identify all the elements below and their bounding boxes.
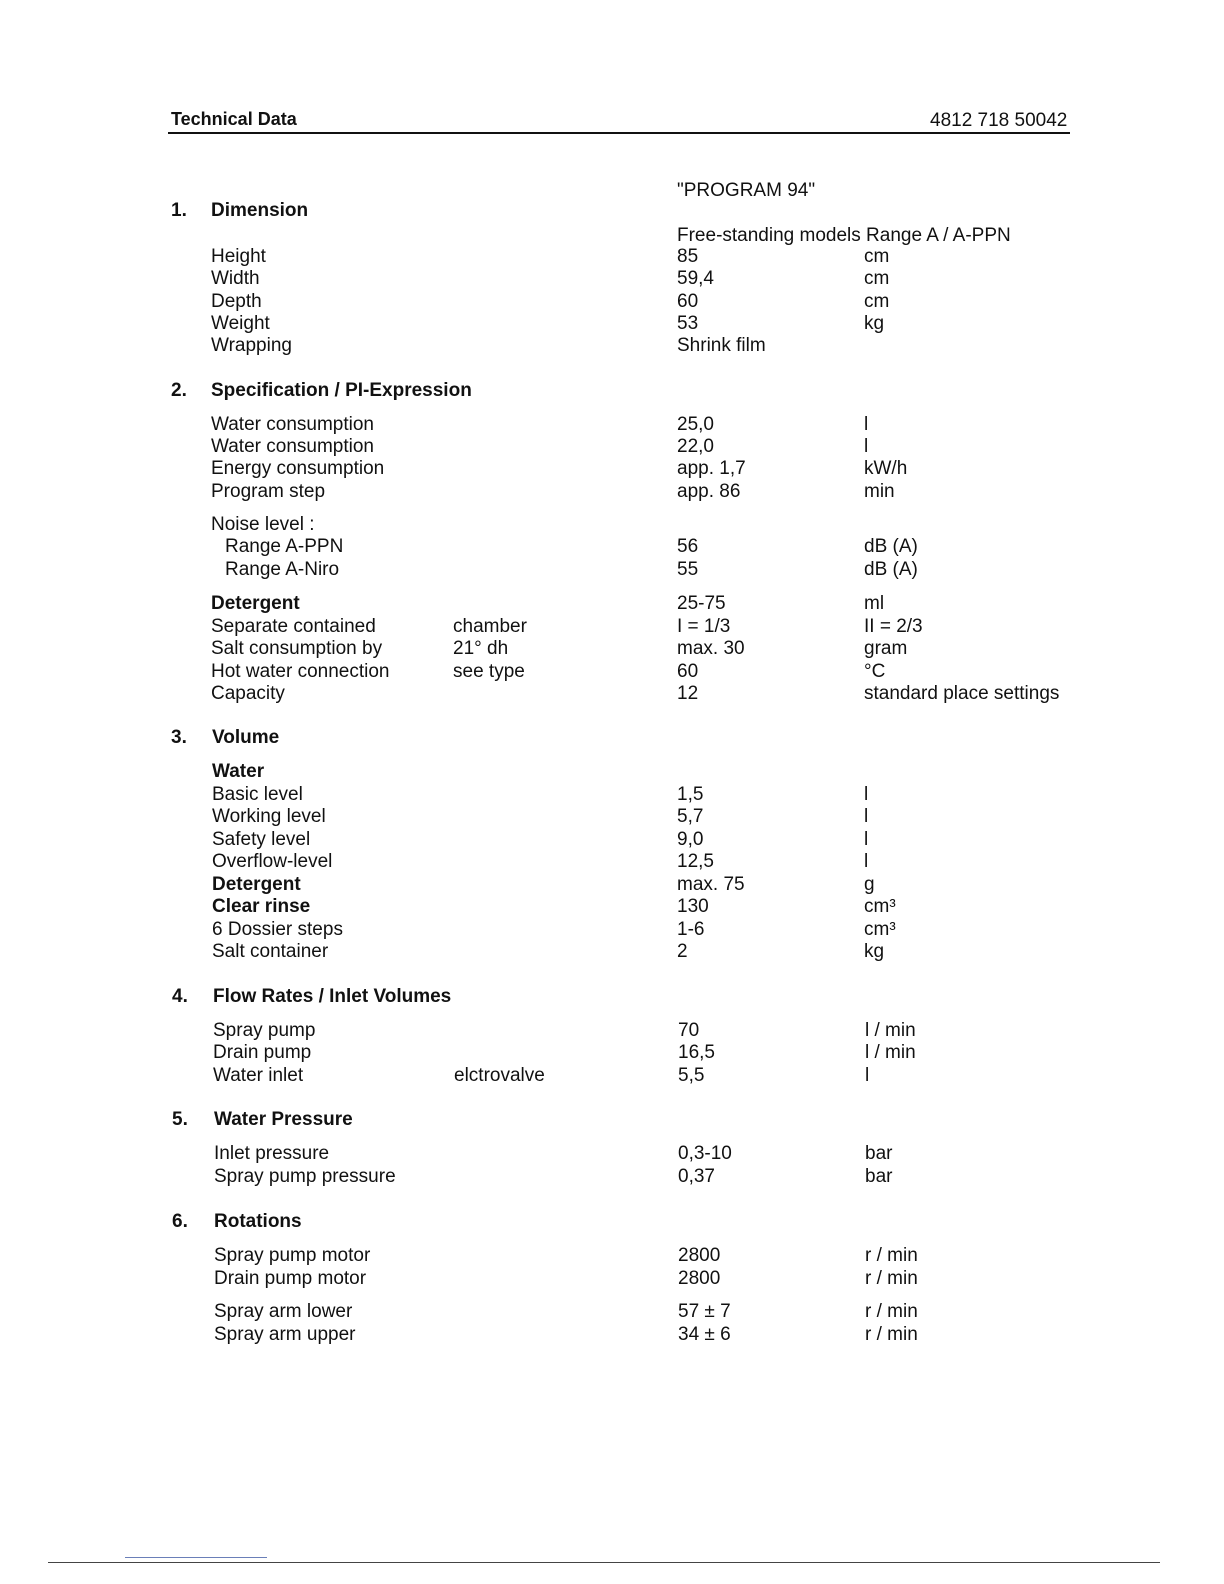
row-value: 1-6 (677, 919, 705, 940)
row-label: Spray arm upper (214, 1324, 356, 1345)
row-unit: l (865, 1065, 870, 1086)
row-value: 130 (677, 896, 709, 917)
row-unit: dB (A) (864, 559, 918, 580)
section-title: Specification / PI-Expression (211, 380, 472, 401)
row-value: 70 (678, 1020, 700, 1041)
row-value: 53 (677, 313, 699, 334)
row-unit: r / min (865, 1301, 918, 1322)
row-unit: r / min (865, 1324, 918, 1345)
row-label: Basic level (212, 784, 303, 805)
row-label: Water consumption (211, 414, 374, 435)
row-unit: cm³ (864, 896, 896, 917)
row-value: Shrink film (677, 335, 766, 356)
row-label: Water consumption (211, 436, 374, 457)
row-unit: cm (864, 268, 890, 289)
row-value: 60 (677, 661, 699, 682)
section-number: 6. (172, 1211, 188, 1232)
row-label: Width (211, 268, 260, 289)
models-subtitle: Free-standing models Range A / A-PPN (677, 225, 1011, 246)
row-unit: °C (864, 661, 886, 682)
row-value: 0,3-10 (678, 1143, 732, 1164)
section-title: Dimension (211, 200, 309, 221)
row-unit: kW/h (864, 458, 908, 479)
row-note: 21° dh (453, 638, 509, 659)
row-value: 55 (677, 559, 699, 580)
row-label: Hot water connection (211, 661, 390, 682)
row-value: max. 75 (677, 874, 745, 895)
row-unit: l (864, 414, 869, 435)
row-unit: ml (864, 593, 885, 614)
row-label: Water (212, 761, 265, 782)
row-value: 12,5 (677, 851, 714, 872)
row-unit: l / min (865, 1020, 916, 1041)
header-divider (168, 132, 1070, 134)
row-label: Water inlet (213, 1065, 304, 1086)
row-value: 2800 (678, 1245, 721, 1266)
row-value: app. 86 (677, 481, 741, 502)
row-unit: standard place settings (864, 683, 1060, 704)
row-label: Weight (211, 313, 270, 334)
row-label: Wrapping (211, 335, 292, 356)
row-value: 16,5 (678, 1042, 715, 1063)
row-label: Spray pump motor (214, 1245, 371, 1266)
row-label: Noise level : (211, 514, 315, 535)
row-label: Salt consumption by (211, 638, 383, 659)
row-unit: cm (864, 246, 890, 267)
row-unit: kg (864, 313, 885, 334)
section-title: Volume (212, 727, 280, 748)
row-label: Detergent (211, 593, 300, 614)
row-unit: g (864, 874, 875, 895)
row-label: Drain pump motor (214, 1268, 367, 1289)
row-label: Height (211, 246, 266, 267)
row-label: Safety level (212, 829, 311, 850)
row-unit: cm³ (864, 919, 896, 940)
section-title: Flow Rates / Inlet Volumes (213, 986, 452, 1007)
section-number: 1. (171, 200, 187, 221)
row-value: 22,0 (677, 436, 714, 457)
row-value: 25-75 (677, 593, 726, 614)
row-unit: bar (865, 1166, 893, 1187)
row-value: app. 1,7 (677, 458, 746, 479)
row-label: Detergent (212, 874, 301, 895)
section-number: 3. (171, 727, 187, 748)
row-label: Range A-Niro (225, 559, 340, 580)
section-title: Water Pressure (214, 1109, 353, 1130)
row-unit: l (864, 806, 869, 827)
row-unit: gram (864, 638, 908, 659)
section-number: 4. (172, 986, 188, 1007)
row-label: Overflow-level (212, 851, 333, 872)
row-label: Capacity (211, 683, 285, 704)
row-note: chamber (453, 616, 527, 637)
row-value: 5,7 (677, 806, 704, 827)
section-title: Rotations (214, 1211, 302, 1232)
row-value: 2800 (678, 1268, 721, 1289)
row-unit: l / min (865, 1042, 916, 1063)
row-unit: r / min (865, 1268, 918, 1289)
row-label: Program step (211, 481, 326, 502)
row-unit: min (864, 481, 895, 502)
row-value: 57 ± 7 (678, 1301, 731, 1322)
row-unit: bar (865, 1143, 893, 1164)
row-unit: dB (A) (864, 536, 918, 557)
row-unit: l (864, 851, 869, 872)
row-label: Spray pump (213, 1020, 316, 1041)
row-note: see type (453, 661, 525, 682)
row-unit: r / min (865, 1245, 918, 1266)
footer-divider (48, 1562, 1160, 1563)
row-note: elctrovalve (454, 1065, 545, 1086)
row-value: 56 (677, 536, 699, 557)
row-value: 2 (677, 941, 688, 962)
row-label: Spray arm lower (214, 1301, 353, 1322)
row-label: 6 Dossier steps (212, 919, 343, 940)
row-unit: kg (864, 941, 885, 962)
row-unit: l (864, 436, 869, 457)
row-label: Spray pump pressure (214, 1166, 396, 1187)
row-value: 59,4 (677, 268, 714, 289)
row-label: Working level (212, 806, 326, 827)
row-value: 0,37 (678, 1166, 715, 1187)
row-label: Range A-PPN (225, 536, 344, 557)
row-value: 25,0 (677, 414, 714, 435)
row-value: 60 (677, 291, 699, 312)
row-value: 9,0 (677, 829, 704, 850)
document-code: 4812 718 50042 (930, 110, 1068, 131)
row-label: Energy consumption (211, 458, 385, 479)
row-unit: l (864, 784, 869, 805)
row-value: 5,5 (678, 1065, 705, 1086)
row-value: max. 30 (677, 638, 745, 659)
row-label: Drain pump (213, 1042, 312, 1063)
footer-link-line (125, 1557, 267, 1558)
page-title: Technical Data (171, 109, 297, 129)
program-title: "PROGRAM 94" (677, 180, 816, 201)
row-unit: l (864, 829, 869, 850)
row-value: 12 (677, 683, 699, 704)
section-number: 2. (171, 380, 187, 401)
row-label: Depth (211, 291, 262, 312)
section-number: 5. (172, 1109, 188, 1130)
row-value: I = 1/3 (677, 616, 731, 637)
row-unit: II = 2/3 (864, 616, 923, 637)
row-label: Separate contained (211, 616, 376, 637)
row-label: Salt container (212, 941, 329, 962)
row-label: Clear rinse (212, 896, 311, 917)
row-unit: cm (864, 291, 890, 312)
row-value: 34 ± 6 (678, 1324, 731, 1345)
row-value: 1,5 (677, 784, 704, 805)
row-label: Inlet pressure (214, 1143, 330, 1164)
row-value: 85 (677, 246, 699, 267)
